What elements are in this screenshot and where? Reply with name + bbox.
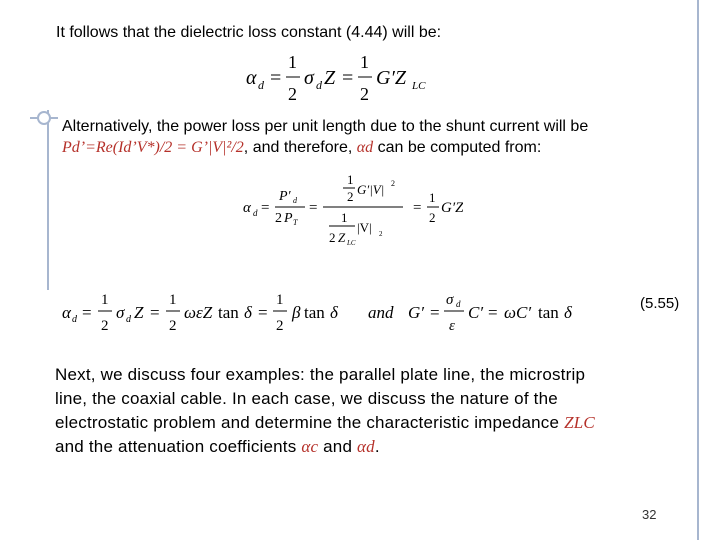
next-line-4-end: . — [374, 437, 380, 456]
svg-text:σ: σ — [304, 67, 314, 89]
svg-text:β: β — [292, 303, 301, 322]
svg-text:=: = — [342, 67, 354, 89]
intro-line: It follows that the dielectric loss constant (4.44) will be: — [56, 24, 442, 41]
svg-text:2: 2 — [288, 84, 297, 104]
svg-text:2: 2 — [347, 189, 354, 204]
svg-text:=: = — [430, 303, 440, 322]
next-line-4-text: and the attenuation coefficients — [55, 437, 302, 456]
svg-text:1: 1 — [101, 292, 109, 308]
svg-text:P′: P′ — [279, 189, 291, 204]
svg-text:tan: tan — [538, 303, 559, 322]
svg-text:=: = — [258, 303, 268, 322]
and-word: and — [368, 303, 394, 322]
svg-text:d: d — [72, 314, 77, 325]
svg-text:G′Z: G′Z — [441, 200, 463, 216]
svg-text:C′: C′ — [468, 303, 484, 322]
svg-text:δ: δ — [330, 303, 338, 322]
svg-text:G′|V|: G′|V| — [357, 182, 385, 197]
svg-text:σ: σ — [116, 303, 125, 322]
svg-text:2: 2 — [275, 211, 282, 226]
alpha-d-symbol: αd — [356, 139, 374, 156]
svg-text:1: 1 — [360, 52, 369, 72]
svg-text:d: d — [293, 196, 297, 205]
left-decor-line — [47, 110, 49, 290]
alt-line-2-end: can be computed from: — [373, 139, 542, 156]
equation-5-55 — [62, 290, 582, 343]
svg-text:1: 1 — [429, 190, 436, 205]
svg-text:2: 2 — [360, 84, 369, 104]
svg-text:d: d — [316, 78, 322, 92]
svg-text:Z: Z — [338, 230, 346, 245]
svg-text:G′: G′ — [408, 303, 424, 322]
svg-text:1: 1 — [341, 210, 348, 225]
svg-text:d: d — [258, 78, 264, 92]
equation-number: (5.55) — [640, 295, 680, 312]
svg-text:ε: ε — [449, 318, 455, 334]
svg-text:δ: δ — [564, 303, 572, 322]
svg-text:σ: σ — [446, 292, 454, 308]
svg-text:2: 2 — [101, 318, 109, 334]
alt-line-2-rest: , and therefore, — [243, 139, 357, 156]
svg-text:1: 1 — [288, 52, 297, 72]
svg-text:d: d — [253, 208, 258, 218]
svg-text:=: = — [261, 200, 270, 216]
svg-text:LC: LC — [347, 239, 356, 247]
svg-text:α: α — [243, 200, 251, 216]
svg-text:d: d — [126, 314, 131, 325]
next-line-3-text: electrostatic problem and determine the characteristic impedance — [55, 413, 565, 432]
svg-text:=: = — [270, 67, 282, 89]
svg-text:δ: δ — [244, 303, 252, 322]
svg-text:=: = — [150, 303, 160, 322]
svg-text:LC: LC — [412, 80, 426, 92]
zlc-symbol: ZLC — [564, 413, 595, 432]
svg-text:2: 2 — [391, 179, 395, 188]
svg-text:tan: tan — [218, 303, 239, 322]
svg-text:α: α — [246, 67, 257, 89]
svg-text:|V|: |V| — [357, 220, 372, 235]
svg-text:ωεZ: ωεZ — [184, 303, 213, 322]
alpha-d-symbol-2: αd — [357, 437, 375, 456]
svg-text:=: = — [82, 303, 92, 322]
svg-text:α: α — [62, 303, 71, 322]
svg-text:tan: tan — [304, 303, 325, 322]
svg-text:d: d — [456, 299, 461, 309]
next-line-2: line, the coaxial cable. In each case, we discuss the nature of the — [55, 389, 558, 408]
svg-text:1: 1 — [276, 292, 284, 308]
equation-alpha-d-2 — [243, 170, 463, 255]
svg-text:=: = — [488, 303, 498, 322]
svg-text:2: 2 — [169, 318, 177, 334]
page-number: 32 — [642, 507, 657, 522]
svg-text:G′Z: G′Z — [376, 67, 406, 89]
svg-text:Z: Z — [134, 303, 144, 322]
svg-text:T: T — [293, 218, 298, 227]
next-line-3 — [55, 411, 595, 434]
alpha-c-symbol: αc — [301, 437, 319, 456]
svg-text:2: 2 — [276, 318, 284, 334]
svg-text:1: 1 — [347, 172, 354, 187]
next-line-4-mid: and — [318, 437, 358, 456]
svg-text:2: 2 — [379, 230, 383, 238]
svg-text:=: = — [309, 200, 318, 216]
next-line-1: Next, we discuss four examples: the parallel plate line, the microstrip — [55, 365, 586, 384]
right-decor-line — [697, 0, 699, 540]
svg-text:P: P — [284, 211, 293, 226]
alt-line-1: Alternatively, the power loss per unit length due to the shunt current will be — [62, 118, 589, 135]
svg-text:Z: Z — [324, 67, 336, 89]
svg-text:1: 1 — [169, 292, 177, 308]
alt-line-2 — [62, 138, 541, 158]
svg-text:2: 2 — [329, 230, 336, 245]
next-line-4 — [55, 435, 380, 458]
svg-text:ωC′: ωC′ — [504, 303, 532, 322]
power-loss-formula: Pd’=Re(Id’V*)/2 = G’|V|²/2 — [62, 139, 244, 156]
decor-circle-icon — [37, 111, 51, 125]
svg-text:2: 2 — [429, 210, 436, 225]
equation-alpha-d-1 — [246, 50, 436, 111]
svg-text:=: = — [413, 200, 422, 216]
